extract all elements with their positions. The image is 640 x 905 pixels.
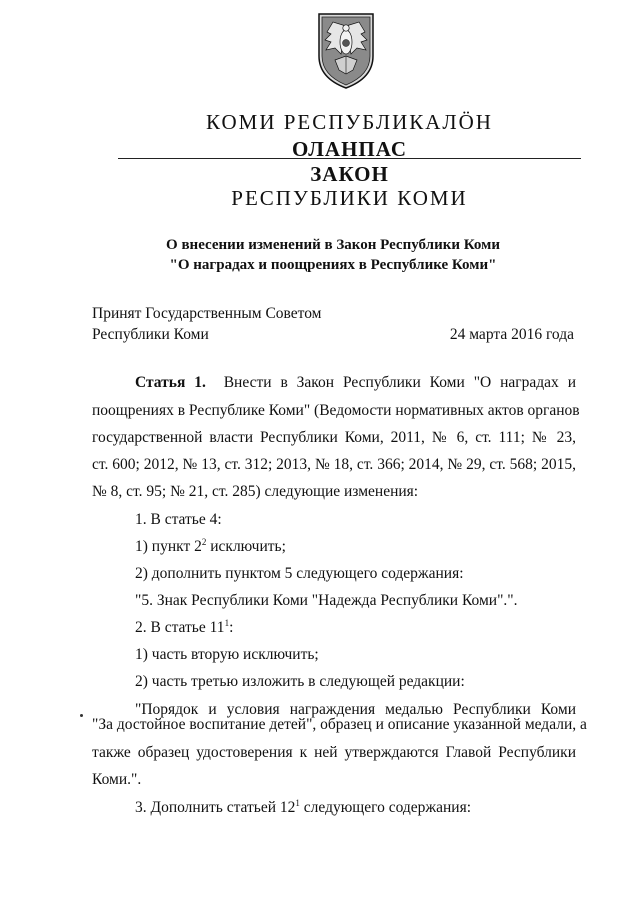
item-2-sup: 1 xyxy=(224,618,230,628)
header-respubliki: РЕСПУБЛИКИ КОМИ xyxy=(231,186,468,210)
item-1-1 xyxy=(135,538,286,556)
item-1-1-sup: 2 xyxy=(201,537,207,547)
article1-line1 xyxy=(135,374,576,392)
item-3 xyxy=(135,799,471,817)
item-2 xyxy=(135,619,233,637)
item-3-text-end: следующего содержания: xyxy=(299,799,472,816)
adoption-date: 24 марта 2016 года xyxy=(449,326,574,343)
document-title-line1: О внесении изменений в Закон Республики Коми xyxy=(166,237,500,253)
quote-line2: "За достойное воспитание детей", образец и описание указанной медали, а xyxy=(92,716,587,733)
adoption-line2: Республики Коми xyxy=(92,326,209,343)
item-2-1: 1) часть вторую исключить; xyxy=(135,646,319,663)
item-1: 1. В статье 4: xyxy=(135,511,222,528)
quote-line4: Коми.". xyxy=(92,771,142,788)
article1-label: Статья 1. xyxy=(135,374,206,391)
item-1-quote: "5. Знак Республики Коми "Надежда Республики Коми".". xyxy=(135,592,518,609)
adoption-line1: Принят Государственным Советом xyxy=(92,305,322,322)
margin-mark xyxy=(80,714,83,717)
coat-of-arms-emblem-icon xyxy=(313,10,379,90)
item-1-1-text-end: исключить; xyxy=(206,538,286,555)
quote-line1: "Порядок и условия награждения медалью Республики Коми xyxy=(135,701,576,718)
item-3-text: 3. Дополнить статьей 12 xyxy=(135,799,296,816)
item-3-sup: 1 xyxy=(295,798,300,808)
quote-line3: также образец удостоверения к ней утверждаются Главой Республики xyxy=(92,744,576,761)
header-olanpas: ОЛАНПАС xyxy=(291,137,408,161)
article1-line3: государственной власти Республики Коми, 2011, № 6, ст. 111; № 23, xyxy=(92,429,576,446)
item-2-text-end: : xyxy=(229,619,234,636)
article1-text-start: Внести в Закон Республики Коми "О наградах и xyxy=(223,374,576,391)
article1-line2: поощрениях в Республике Коми" (Ведомости нормативных актов органов xyxy=(92,402,580,419)
article1-line5: № 8, ст. 95; № 21, ст. 285) следующие изменения: xyxy=(92,483,419,500)
item-1-1-text: 1) пункт 2 xyxy=(135,538,202,555)
document-title-line2: "О наградах и поощрениях в Республике Коми" xyxy=(169,257,497,273)
header-komi-title: КОМИ РЕСПУБЛИКАЛӦН xyxy=(206,110,493,134)
item-1-2: 2) дополнить пунктом 5 следующего содержания: xyxy=(135,565,464,582)
article1-line4: ст. 600; 2012, № 13, ст. 312; 2013, № 18, ст. 366; 2014, № 29, ст. 568; 2015, xyxy=(92,456,576,473)
header-zakon: ЗАКОН xyxy=(310,162,389,186)
item-2-2: 2) часть третью изложить в следующей редакции: xyxy=(135,673,465,690)
header-divider xyxy=(118,158,581,159)
item-2-text: 2. В статье 11 xyxy=(135,619,225,636)
